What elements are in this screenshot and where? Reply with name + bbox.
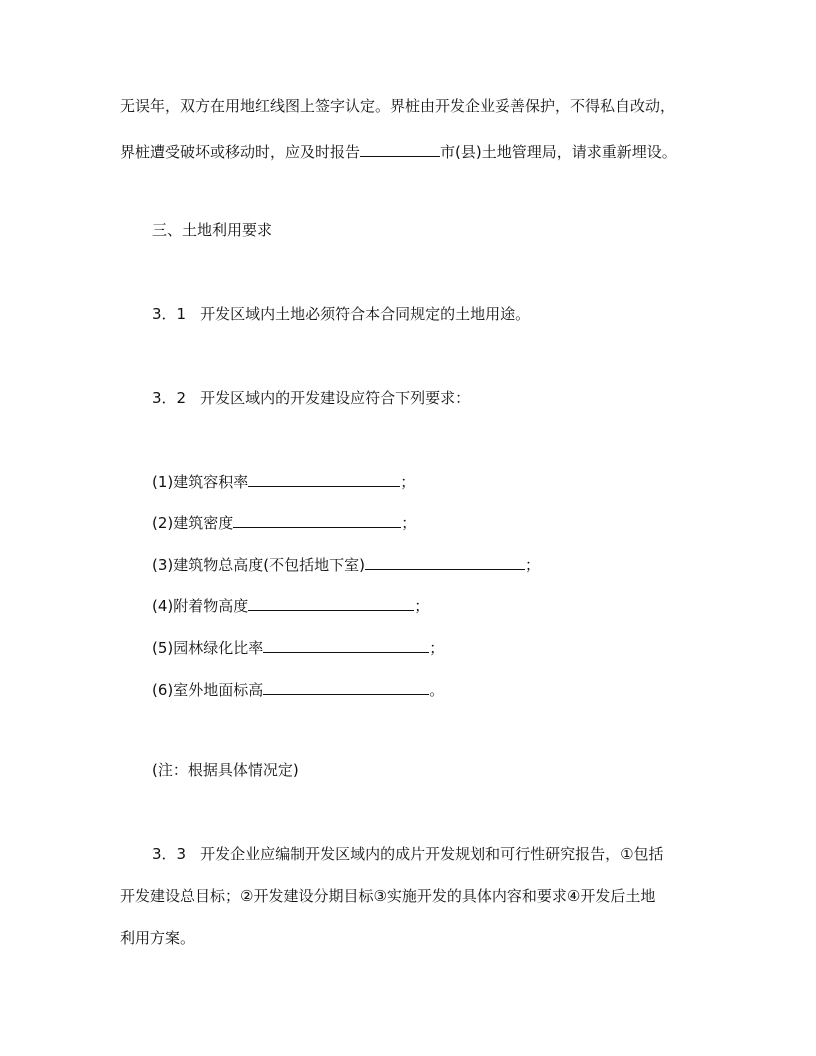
requirement-item [152,511,416,533]
requirement-end: ； [401,514,417,532]
note: (注：根据具体情况定) [152,761,299,779]
requirement-blank-field [233,511,401,528]
clause-3-1-number: 3．1 [152,305,187,323]
clause-3-3-text: 开发企业应编制开发区域内的成片开发规划和可行性研究报告，①包括 [200,845,664,863]
clause-3-3-line-3: 利用方案。 [120,929,196,947]
requirement-label: (5)园林绿化比率 [152,639,264,657]
requirement-blank-field [263,636,429,653]
requirement-item [152,678,444,700]
clause-3-3-line-1 [152,844,664,864]
requirement-end: ； [429,639,445,657]
intro-line-2-before: 界桩遭受破坏或移动时，应及时报告 [120,143,361,161]
requirement-label: (6)室外地面标高 [152,681,264,699]
city-blank-field [360,140,440,157]
requirement-blank-field [365,553,525,570]
section-heading: 三、土地利用要求 [152,221,273,239]
clause-3-1 [152,304,530,324]
clause-3-1-text: 开发区域内土地必须符合本合同规定的土地用途。 [200,305,531,323]
intro-line-2-after: 市(县)土地管理局，请求重新埋设。 [440,143,677,161]
requirement-label: (4)附着物高度 [152,597,249,615]
requirement-item [152,594,429,616]
clause-3-2-number: 3．2 [152,389,187,407]
requirement-end: ； [414,597,430,615]
requirement-item [152,553,540,575]
requirement-end: ； [400,473,416,491]
requirement-end: 。 [429,681,445,699]
intro-line-1: 无误年，双方在用地红线图上签字认定。界桩由开发企业妥善保护，不得私自改动， [120,97,676,115]
requirement-blank-field [263,678,429,695]
intro-line-2 [120,140,677,162]
requirement-item [152,636,444,658]
clause-3-2 [152,388,470,408]
clause-3-3-line-2: 开发建设总目标；②开发建设分期目标③实施开发的具体内容和要求④开发后土地 [120,887,656,905]
requirement-blank-field [248,470,400,487]
requirement-label: (1)建筑容积率 [152,473,249,491]
requirement-label: (3)建筑物总高度(不包括地下室) [152,556,365,574]
clause-3-3-number: 3．3 [152,845,187,863]
requirement-blank-field [248,594,414,611]
requirement-label: (2)建筑密度 [152,514,234,532]
requirement-item [152,470,415,492]
clause-3-2-text: 开发区域内的开发建设应符合下列要求： [200,389,471,407]
requirement-end: ； [524,556,540,574]
